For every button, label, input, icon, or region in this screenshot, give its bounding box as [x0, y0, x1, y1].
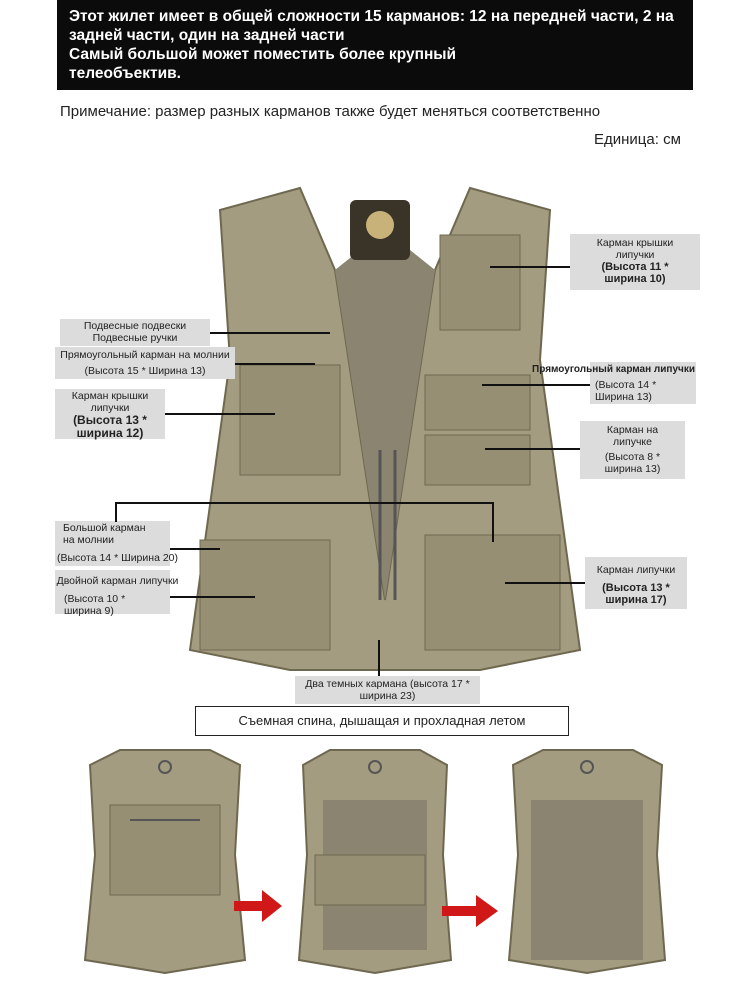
label-line: липучки: [615, 249, 655, 261]
label-line: Карман крышки: [71, 390, 149, 402]
label-line: липучки: [90, 402, 130, 414]
zip-rect-label: [55, 349, 235, 377]
label-line: ширина 9): [64, 605, 114, 617]
label-line: (Высота 15 * Ширина 13): [84, 365, 206, 377]
vest-front-image: [180, 180, 590, 680]
label-line: Прямоугольный карман на молнии: [60, 349, 230, 361]
label-line: Подвесные ручки: [92, 332, 178, 344]
label-line: Карман липучки: [596, 564, 676, 576]
label-line: (Высота 14 *: [595, 379, 657, 391]
label-line: (Высота 8 *: [604, 451, 661, 463]
label-line: Большой карман: [63, 522, 146, 534]
leader-line: [115, 502, 117, 522]
label-line: Карман крышки: [596, 237, 674, 249]
double-velcro-label: [50, 575, 185, 617]
leader-line: [492, 502, 494, 542]
vest-back-image-3: [505, 745, 670, 980]
label-line: Два темных кармана (высота 17 *: [305, 678, 470, 690]
dark-pockets-label: [290, 678, 485, 702]
label-line: Двойной карман липучки: [56, 575, 179, 587]
leader-line: [378, 640, 380, 676]
header-line: Этот жилет имеет в общей сложности 15 карманов: 12 на передней части, 2 на: [69, 8, 674, 25]
size-note: Примечание: размер разных карманов также будет меняться соответственно: [60, 103, 601, 120]
header-line: задней части, один на задней части: [69, 27, 345, 44]
label-line: (Высота 11 *: [601, 261, 669, 273]
leader-line: [170, 596, 255, 598]
label-line: Прямоугольный карман липучки: [532, 364, 695, 375]
label-line: Подвесные подвески: [83, 320, 187, 332]
on-velcro-label: [580, 424, 685, 475]
label-line: (Высота 14 * Ширина 20): [57, 552, 178, 564]
leader-line: [210, 332, 330, 334]
vest-back-image-2: [295, 745, 455, 980]
label-line: ширина 10): [604, 273, 666, 285]
leader-line: [490, 266, 570, 268]
big-zip-label: [55, 522, 180, 564]
leader-line: [115, 502, 493, 504]
leader-line: [482, 384, 590, 386]
label-line: (Высота 10 *: [64, 593, 126, 605]
label-line: Ширина 13): [595, 391, 652, 403]
label-line: (Высота 13 *: [602, 582, 670, 594]
red-arrow-icon: [232, 888, 284, 924]
label-line: ширина 23): [359, 690, 416, 702]
leader-line: [165, 413, 275, 415]
header-line: Самый большой может поместить более крупный: [69, 46, 457, 63]
hanging-label: [60, 320, 210, 344]
red-arrow-icon: [440, 893, 500, 929]
label-line: на молнии: [63, 534, 115, 546]
label-line: липучке: [613, 436, 652, 448]
header-line: телеобъектив.: [69, 65, 181, 82]
removable-back-caption: Съемная спина, дышащая и прохладная летом: [195, 706, 569, 736]
vest-back-image-1: [80, 745, 250, 980]
flap-right-label: [570, 237, 700, 285]
unit-label: Единица: см: [594, 131, 681, 148]
leader-line: [235, 363, 315, 365]
leader-line: [485, 448, 580, 450]
velcro-label: [585, 564, 687, 606]
label-line: ширина 13): [604, 463, 661, 475]
leader-line: [505, 582, 585, 584]
label-line: Карман на: [606, 424, 659, 436]
leader-line: [170, 548, 220, 550]
header-banner: [57, 0, 693, 90]
label-line: ширина 17): [605, 594, 667, 606]
label-line: ширина 12): [76, 426, 144, 440]
flap-left-label: [55, 390, 165, 440]
label-line: (Высота 13 *: [73, 413, 147, 427]
